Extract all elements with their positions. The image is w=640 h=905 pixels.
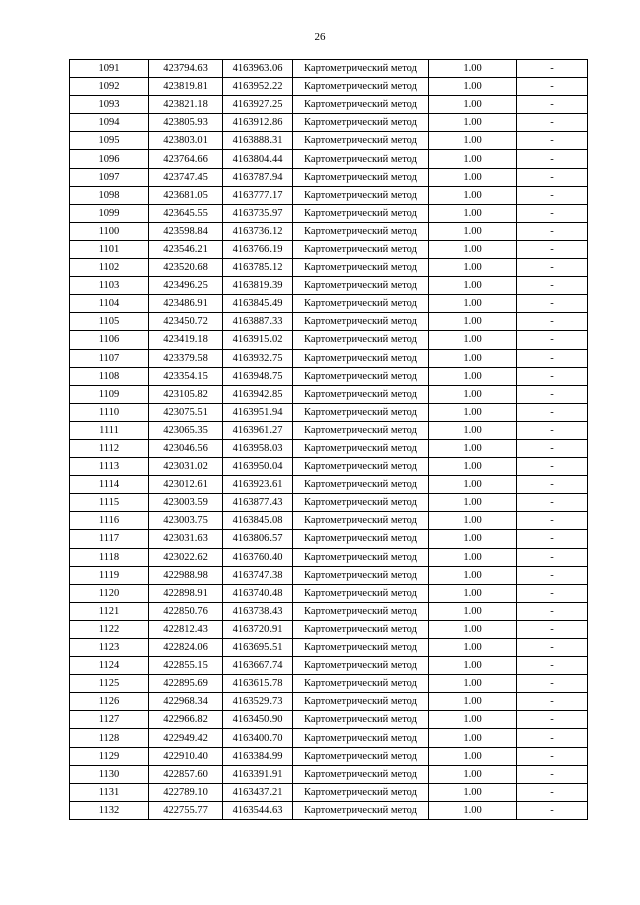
method-cell: Картометрический метод bbox=[293, 132, 429, 150]
method-cell: Картометрический метод bbox=[293, 711, 429, 729]
description-cell: - bbox=[517, 78, 588, 96]
point-number-cell: 1110 bbox=[70, 403, 149, 421]
accuracy-cell: 1.00 bbox=[429, 747, 517, 765]
accuracy-cell: 1.00 bbox=[429, 96, 517, 114]
accuracy-cell: 1.00 bbox=[429, 675, 517, 693]
accuracy-cell: 1.00 bbox=[429, 367, 517, 385]
table-row bbox=[70, 765, 588, 783]
accuracy-cell: 1.00 bbox=[429, 277, 517, 295]
y-coordinate-cell: 4163952.22 bbox=[223, 78, 293, 96]
point-number-cell: 1106 bbox=[70, 331, 149, 349]
point-number-cell: 1108 bbox=[70, 367, 149, 385]
accuracy-cell: 1.00 bbox=[429, 783, 517, 801]
table-row bbox=[70, 693, 588, 711]
table-row bbox=[70, 584, 588, 602]
accuracy-cell: 1.00 bbox=[429, 711, 517, 729]
table-row bbox=[70, 403, 588, 421]
method-cell: Картометрический метод bbox=[293, 96, 429, 114]
point-number-cell: 1111 bbox=[70, 421, 149, 439]
accuracy-cell: 1.00 bbox=[429, 801, 517, 819]
point-number-cell: 1127 bbox=[70, 711, 149, 729]
y-coordinate-cell: 4163932.75 bbox=[223, 349, 293, 367]
point-number-cell: 1098 bbox=[70, 186, 149, 204]
table-row bbox=[70, 458, 588, 476]
description-cell: - bbox=[517, 639, 588, 657]
point-number-cell: 1104 bbox=[70, 295, 149, 313]
description-cell: - bbox=[517, 494, 588, 512]
table-row bbox=[70, 186, 588, 204]
method-cell: Картометрический метод bbox=[293, 657, 429, 675]
y-coordinate-cell: 4163615.78 bbox=[223, 675, 293, 693]
x-coordinate-cell: 422812.43 bbox=[149, 620, 223, 638]
y-coordinate-cell: 4163806.57 bbox=[223, 530, 293, 548]
description-cell: - bbox=[517, 295, 588, 313]
point-number-cell: 1094 bbox=[70, 114, 149, 132]
accuracy-cell: 1.00 bbox=[429, 765, 517, 783]
table-row bbox=[70, 331, 588, 349]
point-number-cell: 1112 bbox=[70, 439, 149, 457]
y-coordinate-cell: 4163747.38 bbox=[223, 566, 293, 584]
y-coordinate-cell: 4163667.74 bbox=[223, 657, 293, 675]
x-coordinate-cell: 423046.56 bbox=[149, 439, 223, 457]
method-cell: Картометрический метод bbox=[293, 114, 429, 132]
x-coordinate-cell: 423821.18 bbox=[149, 96, 223, 114]
y-coordinate-cell: 4163766.19 bbox=[223, 240, 293, 258]
x-coordinate-cell: 422898.91 bbox=[149, 584, 223, 602]
method-cell: Картометрический метод bbox=[293, 729, 429, 747]
y-coordinate-cell: 4163927.25 bbox=[223, 96, 293, 114]
method-cell: Картометрический метод bbox=[293, 439, 429, 457]
point-number-cell: 1132 bbox=[70, 801, 149, 819]
x-coordinate-cell: 423747.45 bbox=[149, 168, 223, 186]
method-cell: Картометрический метод bbox=[293, 458, 429, 476]
x-coordinate-cell: 422855.15 bbox=[149, 657, 223, 675]
table-row bbox=[70, 349, 588, 367]
x-coordinate-cell: 423794.63 bbox=[149, 60, 223, 78]
point-number-cell: 1093 bbox=[70, 96, 149, 114]
y-coordinate-cell: 4163951.94 bbox=[223, 403, 293, 421]
point-number-cell: 1121 bbox=[70, 602, 149, 620]
description-cell: - bbox=[517, 711, 588, 729]
y-coordinate-cell: 4163942.85 bbox=[223, 385, 293, 403]
accuracy-cell: 1.00 bbox=[429, 259, 517, 277]
description-cell: - bbox=[517, 114, 588, 132]
description-cell: - bbox=[517, 222, 588, 240]
x-coordinate-cell: 423012.61 bbox=[149, 476, 223, 494]
x-coordinate-cell: 423546.21 bbox=[149, 240, 223, 258]
table-row bbox=[70, 602, 588, 620]
method-cell: Картометрический метод bbox=[293, 765, 429, 783]
table-row bbox=[70, 747, 588, 765]
table-row bbox=[70, 60, 588, 78]
method-cell: Картометрический метод bbox=[293, 548, 429, 566]
table-row bbox=[70, 421, 588, 439]
page-number: 26 bbox=[314, 31, 326, 43]
table-row bbox=[70, 729, 588, 747]
table-row bbox=[70, 204, 588, 222]
point-number-cell: 1129 bbox=[70, 747, 149, 765]
description-cell: - bbox=[517, 548, 588, 566]
table-row bbox=[70, 439, 588, 457]
table-row bbox=[70, 313, 588, 331]
method-cell: Картометрический метод bbox=[293, 78, 429, 96]
method-cell: Картометрический метод bbox=[293, 639, 429, 657]
x-coordinate-cell: 422949.42 bbox=[149, 729, 223, 747]
method-cell: Картометрический метод bbox=[293, 403, 429, 421]
y-coordinate-cell: 4163963.06 bbox=[223, 60, 293, 78]
method-cell: Картометрический метод bbox=[293, 783, 429, 801]
description-cell: - bbox=[517, 530, 588, 548]
accuracy-cell: 1.00 bbox=[429, 584, 517, 602]
description-cell: - bbox=[517, 801, 588, 819]
accuracy-cell: 1.00 bbox=[429, 331, 517, 349]
method-cell: Картометрический метод bbox=[293, 295, 429, 313]
accuracy-cell: 1.00 bbox=[429, 313, 517, 331]
accuracy-cell: 1.00 bbox=[429, 729, 517, 747]
coordinates-table-body bbox=[70, 60, 588, 820]
accuracy-cell: 1.00 bbox=[429, 60, 517, 78]
accuracy-cell: 1.00 bbox=[429, 476, 517, 494]
x-coordinate-cell: 422895.69 bbox=[149, 675, 223, 693]
y-coordinate-cell: 4163450.90 bbox=[223, 711, 293, 729]
description-cell: - bbox=[517, 186, 588, 204]
table-row bbox=[70, 711, 588, 729]
point-number-cell: 1102 bbox=[70, 259, 149, 277]
y-coordinate-cell: 4163877.43 bbox=[223, 494, 293, 512]
description-cell: - bbox=[517, 729, 588, 747]
method-cell: Картометрический метод bbox=[293, 693, 429, 711]
x-coordinate-cell: 423031.02 bbox=[149, 458, 223, 476]
point-number-cell: 1119 bbox=[70, 566, 149, 584]
x-coordinate-cell: 423496.25 bbox=[149, 277, 223, 295]
description-cell: - bbox=[517, 313, 588, 331]
accuracy-cell: 1.00 bbox=[429, 693, 517, 711]
point-number-cell: 1125 bbox=[70, 675, 149, 693]
y-coordinate-cell: 4163845.08 bbox=[223, 512, 293, 530]
description-cell: - bbox=[517, 747, 588, 765]
point-number-cell: 1099 bbox=[70, 204, 149, 222]
description-cell: - bbox=[517, 783, 588, 801]
point-number-cell: 1126 bbox=[70, 693, 149, 711]
x-coordinate-cell: 423486.91 bbox=[149, 295, 223, 313]
method-cell: Картометрический метод bbox=[293, 512, 429, 530]
method-cell: Картометрический метод bbox=[293, 530, 429, 548]
description-cell: - bbox=[517, 240, 588, 258]
point-number-cell: 1103 bbox=[70, 277, 149, 295]
y-coordinate-cell: 4163887.33 bbox=[223, 313, 293, 331]
y-coordinate-cell: 4163819.39 bbox=[223, 277, 293, 295]
x-coordinate-cell: 423379.58 bbox=[149, 349, 223, 367]
table-row bbox=[70, 675, 588, 693]
table-row bbox=[70, 548, 588, 566]
point-number-cell: 1100 bbox=[70, 222, 149, 240]
table-row bbox=[70, 78, 588, 96]
accuracy-cell: 1.00 bbox=[429, 78, 517, 96]
point-number-cell: 1130 bbox=[70, 765, 149, 783]
method-cell: Картометрический метод bbox=[293, 494, 429, 512]
point-number-cell: 1091 bbox=[70, 60, 149, 78]
point-number-cell: 1122 bbox=[70, 620, 149, 638]
accuracy-cell: 1.00 bbox=[429, 620, 517, 638]
accuracy-cell: 1.00 bbox=[429, 421, 517, 439]
method-cell: Картометрический метод bbox=[293, 566, 429, 584]
x-coordinate-cell: 423803.01 bbox=[149, 132, 223, 150]
x-coordinate-cell: 423520.68 bbox=[149, 259, 223, 277]
accuracy-cell: 1.00 bbox=[429, 639, 517, 657]
y-coordinate-cell: 4163738.43 bbox=[223, 602, 293, 620]
table-row bbox=[70, 240, 588, 258]
y-coordinate-cell: 4163720.91 bbox=[223, 620, 293, 638]
accuracy-cell: 1.00 bbox=[429, 295, 517, 313]
description-cell: - bbox=[517, 439, 588, 457]
y-coordinate-cell: 4163760.40 bbox=[223, 548, 293, 566]
table-row bbox=[70, 620, 588, 638]
description-cell: - bbox=[517, 367, 588, 385]
y-coordinate-cell: 4163787.94 bbox=[223, 168, 293, 186]
x-coordinate-cell: 422857.60 bbox=[149, 765, 223, 783]
description-cell: - bbox=[517, 385, 588, 403]
x-coordinate-cell: 423681.05 bbox=[149, 186, 223, 204]
x-coordinate-cell: 422968.34 bbox=[149, 693, 223, 711]
table-row bbox=[70, 494, 588, 512]
table-row bbox=[70, 783, 588, 801]
y-coordinate-cell: 4163544.63 bbox=[223, 801, 293, 819]
y-coordinate-cell: 4163785.12 bbox=[223, 259, 293, 277]
point-number-cell: 1095 bbox=[70, 132, 149, 150]
x-coordinate-cell: 422824.06 bbox=[149, 639, 223, 657]
x-coordinate-cell: 423031.63 bbox=[149, 530, 223, 548]
point-number-cell: 1097 bbox=[70, 168, 149, 186]
accuracy-cell: 1.00 bbox=[429, 494, 517, 512]
method-cell: Картометрический метод bbox=[293, 331, 429, 349]
method-cell: Картометрический метод bbox=[293, 801, 429, 819]
table-row bbox=[70, 385, 588, 403]
y-coordinate-cell: 4163740.48 bbox=[223, 584, 293, 602]
point-number-cell: 1124 bbox=[70, 657, 149, 675]
method-cell: Картометрический метод bbox=[293, 222, 429, 240]
point-number-cell: 1109 bbox=[70, 385, 149, 403]
accuracy-cell: 1.00 bbox=[429, 657, 517, 675]
method-cell: Картометрический метод bbox=[293, 385, 429, 403]
table-row bbox=[70, 657, 588, 675]
accuracy-cell: 1.00 bbox=[429, 602, 517, 620]
description-cell: - bbox=[517, 132, 588, 150]
method-cell: Картометрический метод bbox=[293, 240, 429, 258]
description-cell: - bbox=[517, 566, 588, 584]
y-coordinate-cell: 4163912.86 bbox=[223, 114, 293, 132]
x-coordinate-cell: 422755.77 bbox=[149, 801, 223, 819]
accuracy-cell: 1.00 bbox=[429, 222, 517, 240]
method-cell: Картометрический метод bbox=[293, 150, 429, 168]
y-coordinate-cell: 4163777.17 bbox=[223, 186, 293, 204]
y-coordinate-cell: 4163391.91 bbox=[223, 765, 293, 783]
table-row bbox=[70, 476, 588, 494]
x-coordinate-cell: 422789.10 bbox=[149, 783, 223, 801]
method-cell: Картометрический метод bbox=[293, 277, 429, 295]
method-cell: Картометрический метод bbox=[293, 584, 429, 602]
description-cell: - bbox=[517, 96, 588, 114]
y-coordinate-cell: 4163695.51 bbox=[223, 639, 293, 657]
method-cell: Картометрический метод bbox=[293, 313, 429, 331]
y-coordinate-cell: 4163529.73 bbox=[223, 693, 293, 711]
table-row bbox=[70, 222, 588, 240]
accuracy-cell: 1.00 bbox=[429, 403, 517, 421]
description-cell: - bbox=[517, 259, 588, 277]
point-number-cell: 1116 bbox=[70, 512, 149, 530]
point-number-cell: 1117 bbox=[70, 530, 149, 548]
description-cell: - bbox=[517, 277, 588, 295]
x-coordinate-cell: 423075.51 bbox=[149, 403, 223, 421]
description-cell: - bbox=[517, 765, 588, 783]
method-cell: Картометрический метод bbox=[293, 259, 429, 277]
x-coordinate-cell: 423003.59 bbox=[149, 494, 223, 512]
description-cell: - bbox=[517, 331, 588, 349]
point-number-cell: 1107 bbox=[70, 349, 149, 367]
table-row bbox=[70, 114, 588, 132]
description-cell: - bbox=[517, 60, 588, 78]
y-coordinate-cell: 4163958.03 bbox=[223, 439, 293, 457]
method-cell: Картометрический метод bbox=[293, 204, 429, 222]
description-cell: - bbox=[517, 204, 588, 222]
y-coordinate-cell: 4163961.27 bbox=[223, 421, 293, 439]
x-coordinate-cell: 422988.98 bbox=[149, 566, 223, 584]
y-coordinate-cell: 4163888.31 bbox=[223, 132, 293, 150]
accuracy-cell: 1.00 bbox=[429, 548, 517, 566]
point-number-cell: 1131 bbox=[70, 783, 149, 801]
x-coordinate-cell: 423003.75 bbox=[149, 512, 223, 530]
method-cell: Картометрический метод bbox=[293, 747, 429, 765]
x-coordinate-cell: 422910.40 bbox=[149, 747, 223, 765]
x-coordinate-cell: 423105.82 bbox=[149, 385, 223, 403]
point-number-cell: 1123 bbox=[70, 639, 149, 657]
x-coordinate-cell: 422850.76 bbox=[149, 602, 223, 620]
accuracy-cell: 1.00 bbox=[429, 168, 517, 186]
x-coordinate-cell: 423598.84 bbox=[149, 222, 223, 240]
description-cell: - bbox=[517, 403, 588, 421]
method-cell: Картометрический метод bbox=[293, 602, 429, 620]
x-coordinate-cell: 423354.15 bbox=[149, 367, 223, 385]
description-cell: - bbox=[517, 458, 588, 476]
table-row bbox=[70, 367, 588, 385]
table-row bbox=[70, 168, 588, 186]
y-coordinate-cell: 4163845.49 bbox=[223, 295, 293, 313]
table-row bbox=[70, 295, 588, 313]
point-number-cell: 1105 bbox=[70, 313, 149, 331]
x-coordinate-cell: 423065.35 bbox=[149, 421, 223, 439]
description-cell: - bbox=[517, 693, 588, 711]
point-number-cell: 1096 bbox=[70, 150, 149, 168]
method-cell: Картометрический метод bbox=[293, 675, 429, 693]
table-row bbox=[70, 512, 588, 530]
table-row bbox=[70, 259, 588, 277]
method-cell: Картометрический метод bbox=[293, 186, 429, 204]
description-cell: - bbox=[517, 657, 588, 675]
accuracy-cell: 1.00 bbox=[429, 204, 517, 222]
description-cell: - bbox=[517, 476, 588, 494]
x-coordinate-cell: 423419.18 bbox=[149, 331, 223, 349]
accuracy-cell: 1.00 bbox=[429, 186, 517, 204]
y-coordinate-cell: 4163950.04 bbox=[223, 458, 293, 476]
description-cell: - bbox=[517, 675, 588, 693]
x-coordinate-cell: 422966.82 bbox=[149, 711, 223, 729]
y-coordinate-cell: 4163437.21 bbox=[223, 783, 293, 801]
y-coordinate-cell: 4163923.61 bbox=[223, 476, 293, 494]
table-row bbox=[70, 132, 588, 150]
x-coordinate-cell: 423805.93 bbox=[149, 114, 223, 132]
accuracy-cell: 1.00 bbox=[429, 512, 517, 530]
y-coordinate-cell: 4163804.44 bbox=[223, 150, 293, 168]
table-row bbox=[70, 150, 588, 168]
point-number-cell: 1120 bbox=[70, 584, 149, 602]
coordinates-table bbox=[69, 59, 588, 820]
y-coordinate-cell: 4163736.12 bbox=[223, 222, 293, 240]
x-coordinate-cell: 423645.55 bbox=[149, 204, 223, 222]
method-cell: Картометрический метод bbox=[293, 476, 429, 494]
x-coordinate-cell: 423819.81 bbox=[149, 78, 223, 96]
accuracy-cell: 1.00 bbox=[429, 385, 517, 403]
accuracy-cell: 1.00 bbox=[429, 349, 517, 367]
point-number-cell: 1092 bbox=[70, 78, 149, 96]
method-cell: Картометрический метод bbox=[293, 60, 429, 78]
x-coordinate-cell: 423764.66 bbox=[149, 150, 223, 168]
accuracy-cell: 1.00 bbox=[429, 566, 517, 584]
method-cell: Картометрический метод bbox=[293, 620, 429, 638]
table-row bbox=[70, 639, 588, 657]
x-coordinate-cell: 423022.62 bbox=[149, 548, 223, 566]
method-cell: Картометрический метод bbox=[293, 421, 429, 439]
accuracy-cell: 1.00 bbox=[429, 240, 517, 258]
method-cell: Картометрический метод bbox=[293, 349, 429, 367]
description-cell: - bbox=[517, 168, 588, 186]
table-row bbox=[70, 566, 588, 584]
table-row bbox=[70, 277, 588, 295]
point-number-cell: 1114 bbox=[70, 476, 149, 494]
table-row bbox=[70, 96, 588, 114]
y-coordinate-cell: 4163915.02 bbox=[223, 331, 293, 349]
point-number-cell: 1128 bbox=[70, 729, 149, 747]
y-coordinate-cell: 4163400.70 bbox=[223, 729, 293, 747]
description-cell: - bbox=[517, 620, 588, 638]
point-number-cell: 1118 bbox=[70, 548, 149, 566]
y-coordinate-cell: 4163384.99 bbox=[223, 747, 293, 765]
accuracy-cell: 1.00 bbox=[429, 114, 517, 132]
accuracy-cell: 1.00 bbox=[429, 458, 517, 476]
accuracy-cell: 1.00 bbox=[429, 132, 517, 150]
y-coordinate-cell: 4163735.97 bbox=[223, 204, 293, 222]
accuracy-cell: 1.00 bbox=[429, 530, 517, 548]
description-cell: - bbox=[517, 602, 588, 620]
accuracy-cell: 1.00 bbox=[429, 150, 517, 168]
point-number-cell: 1113 bbox=[70, 458, 149, 476]
description-cell: - bbox=[517, 349, 588, 367]
table-row bbox=[70, 530, 588, 548]
description-cell: - bbox=[517, 512, 588, 530]
point-number-cell: 1115 bbox=[70, 494, 149, 512]
description-cell: - bbox=[517, 421, 588, 439]
accuracy-cell: 1.00 bbox=[429, 439, 517, 457]
description-cell: - bbox=[517, 150, 588, 168]
point-number-cell: 1101 bbox=[70, 240, 149, 258]
table-row bbox=[70, 801, 588, 819]
method-cell: Картометрический метод bbox=[293, 367, 429, 385]
y-coordinate-cell: 4163948.75 bbox=[223, 367, 293, 385]
x-coordinate-cell: 423450.72 bbox=[149, 313, 223, 331]
method-cell: Картометрический метод bbox=[293, 168, 429, 186]
description-cell: - bbox=[517, 584, 588, 602]
